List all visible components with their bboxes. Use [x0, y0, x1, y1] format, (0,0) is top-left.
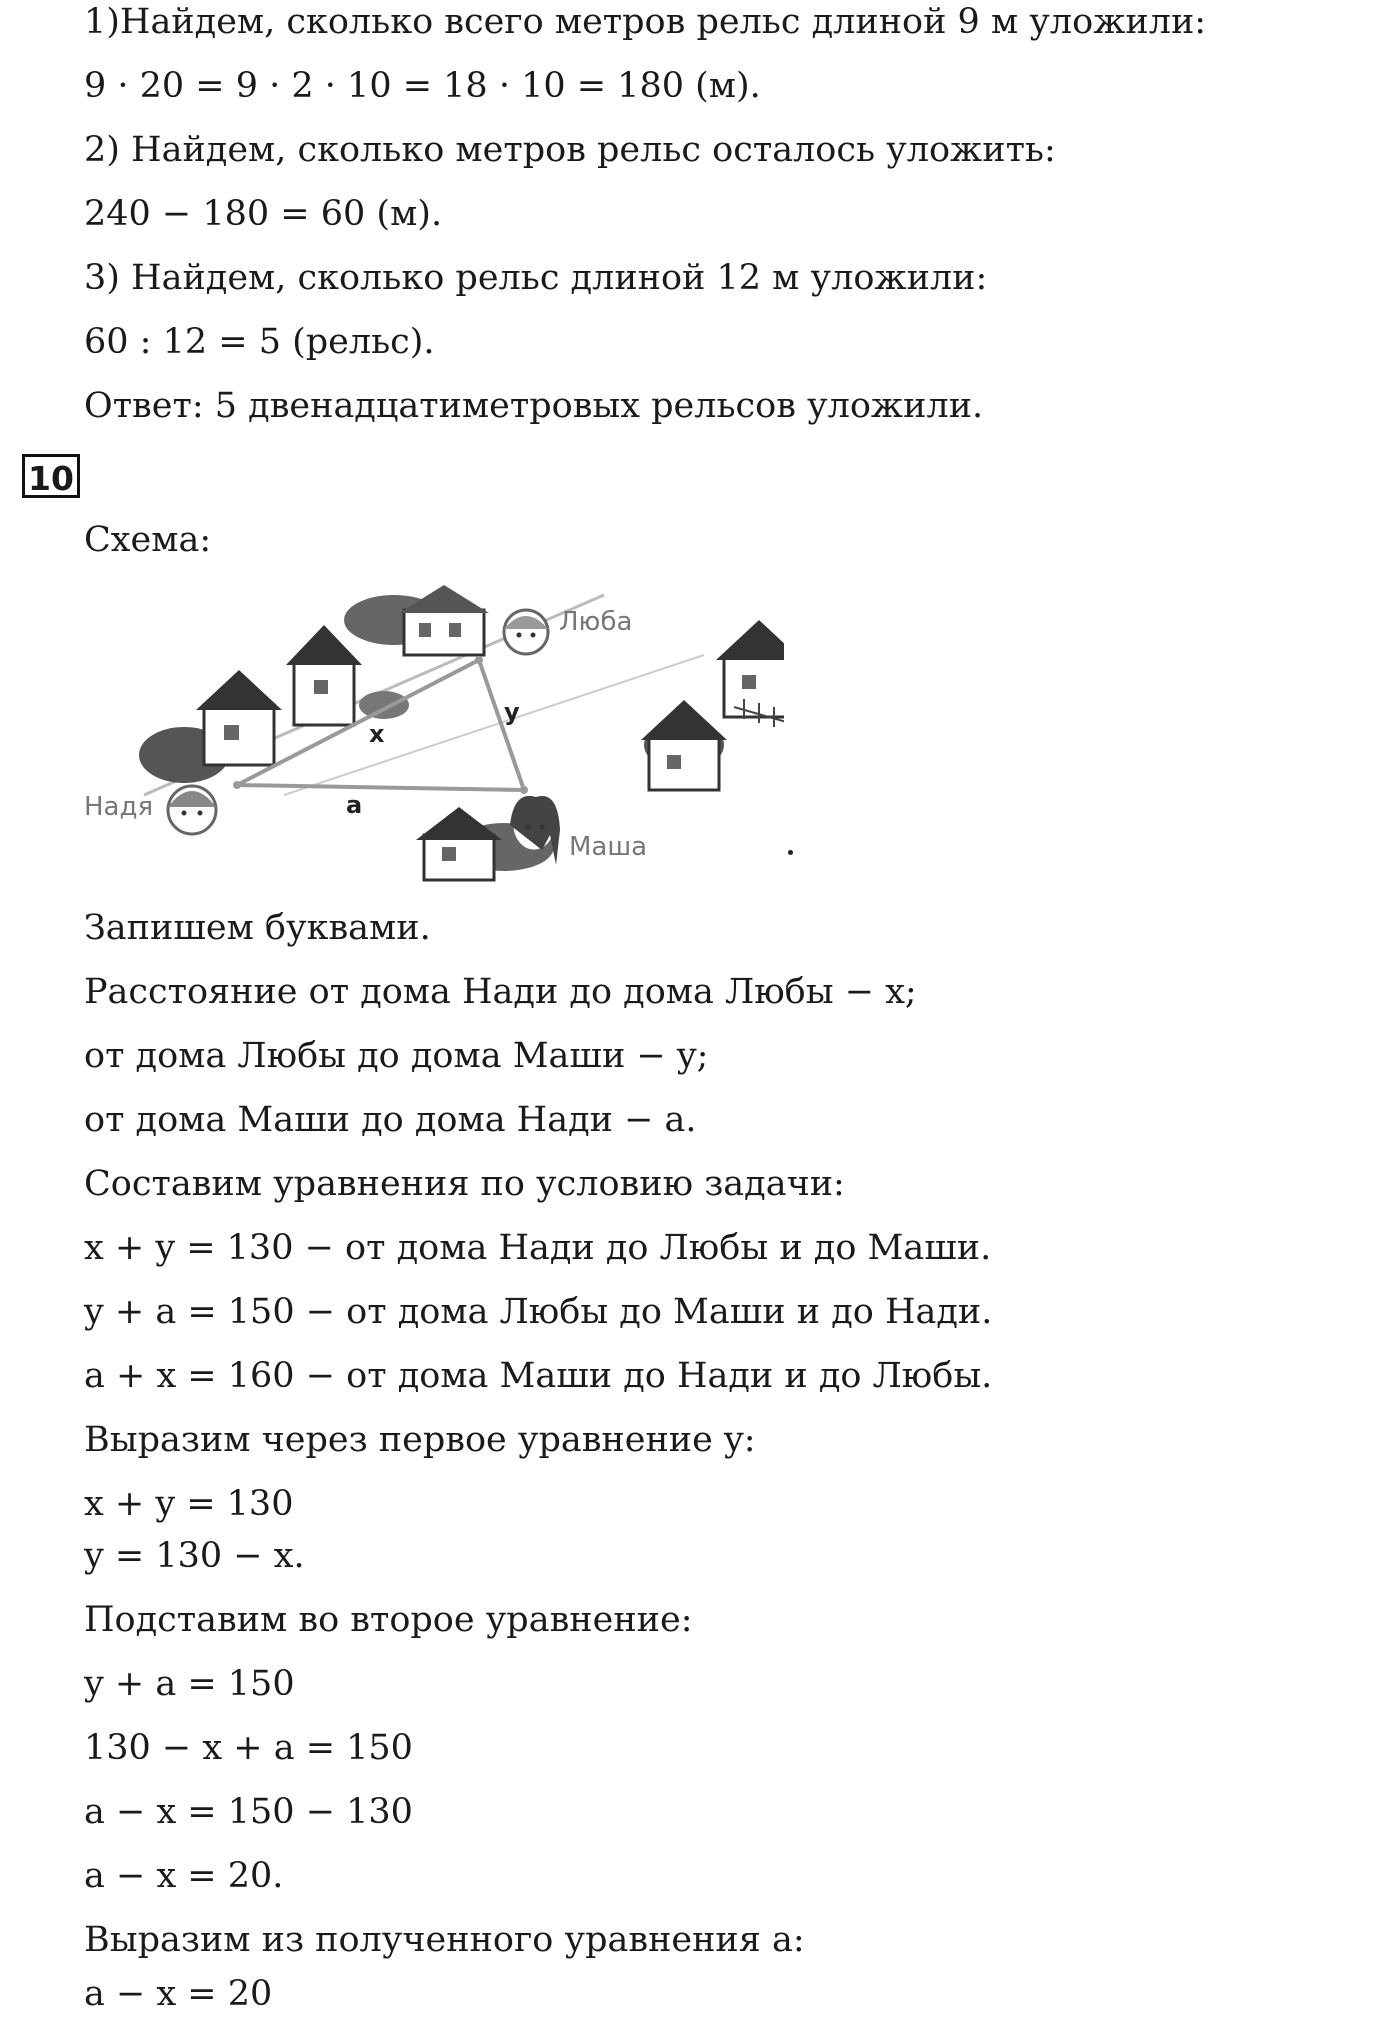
scheme-figure: [84, 585, 784, 885]
text-line: Запишем буквами.: [84, 908, 431, 948]
text-line: Выразим через первое уравнение y:: [84, 1420, 756, 1460]
scheme-illustration: [84, 585, 784, 885]
var-y-label: y: [504, 698, 520, 726]
text-line: Выразим из полученного уравнения a:: [84, 1920, 805, 1960]
equation-line: x + y = 130 − от дома Нади до Любы и до Маши.: [84, 1228, 992, 1268]
equation-line: y + a = 150: [84, 1664, 295, 1704]
lyuba-label: Люба: [559, 607, 633, 637]
text-line: 60 : 12 = 5 (рельс).: [84, 322, 435, 362]
text-line: 2) Найдем, сколько метров рельс осталось уложить:: [84, 130, 1056, 170]
equation-line: a − x = 150 − 130: [84, 1792, 413, 1832]
text-line: 9 · 20 = 9 · 2 · 10 = 18 · 10 = 180 (м).: [84, 66, 761, 106]
period-dot: [788, 850, 793, 855]
answer-line: Ответ: 5 двенадцатиметровых рельсов уложили.: [84, 386, 984, 426]
text-line: Подставим во второе уравнение:: [84, 1600, 693, 1640]
scheme-label: Схема:: [84, 520, 212, 560]
var-x-label: x: [369, 720, 385, 748]
equation-line: a − x = 20.: [84, 1856, 284, 1896]
masha-point: [520, 786, 528, 794]
nadya-label: Надя: [84, 792, 154, 822]
text-line: от дома Маши до дома Нади − a.: [84, 1100, 697, 1140]
text-line: 240 − 180 = 60 (м).: [84, 194, 443, 234]
text-line: 3) Найдем, сколько рельс длиной 12 м уложили:: [84, 258, 988, 298]
var-a-label: a: [346, 791, 363, 819]
text-line: 1)Найдем, сколько всего метров рельс длиной 9 м уложили:: [84, 2, 1207, 42]
lyuba-point: [475, 656, 483, 664]
house-icon: [416, 807, 502, 880]
equation-line: y = 130 − x.: [84, 1536, 305, 1576]
equation-line: y + a = 150 − от дома Любы до Маши и до Нади.: [84, 1292, 993, 1332]
equation-line: a + x = 160 − от дома Маши до Нади и до Любы.: [84, 1356, 993, 1396]
nadya-point: [233, 781, 241, 789]
masha-label: Маша: [569, 832, 648, 862]
house-icon: [716, 620, 784, 717]
task-number-box: 10: [22, 454, 80, 498]
equation-line: 130 − x + a = 150: [84, 1728, 413, 1768]
equation-line: a − x = 20: [84, 1974, 273, 2014]
house-icon: [399, 585, 489, 655]
text-line: от дома Любы до дома Маши − y;: [84, 1036, 709, 1076]
text-line: Составим уравнения по условию задачи:: [84, 1164, 845, 1204]
lyuba-face-icon: [504, 610, 548, 654]
nadya-face-icon: [168, 786, 216, 834]
house-icon: [641, 700, 727, 790]
text-line: Расстояние от дома Нади до дома Любы − x;: [84, 972, 917, 1012]
house-icon: [286, 625, 362, 725]
equation-line: x + y = 130: [84, 1484, 294, 1524]
house-icon: [196, 670, 282, 765]
bush-shape: [359, 691, 409, 719]
